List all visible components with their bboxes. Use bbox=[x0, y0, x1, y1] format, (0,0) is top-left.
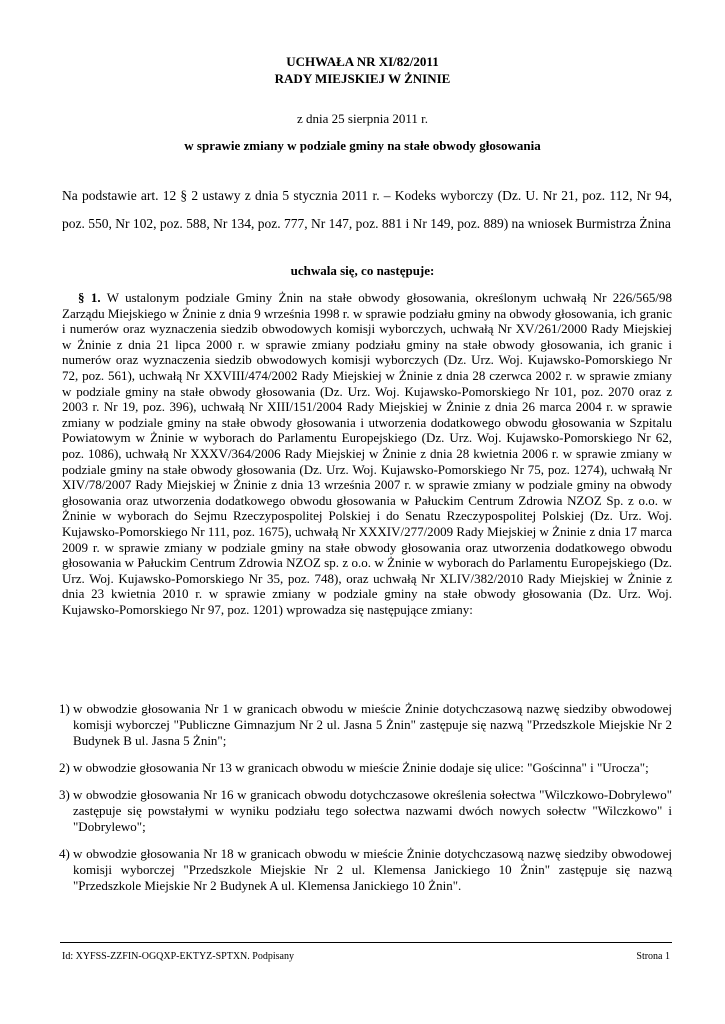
list-item-text: w obwodzie głosowania Nr 18 w granicach obwodu w mieście Żninie dotychczasową nazwę siedziby obwodowej komisji wyborczej "Przedszkole Miejskie Nr 2 ul. Klemensa Janickiego 10 Żnin" zastępuje się nazwą "Przedszkole Miejskie Nr 2 Budynek A ul. Klemensa Janickiego 10 Żnin". bbox=[73, 846, 672, 893]
footer-page-number: Strona 1 bbox=[636, 951, 670, 962]
amendment-list bbox=[59, 701, 672, 905]
resolves-heading: uchwala się, co następuje: bbox=[290, 263, 435, 278]
list-item-number: 2) bbox=[59, 760, 70, 775]
list-item bbox=[59, 787, 672, 835]
document-title bbox=[60, 53, 665, 87]
list-item-number: 4) bbox=[59, 846, 70, 861]
title-line-2: RADY MIEJSKIEJ W ŻNINIE bbox=[274, 71, 451, 86]
section-mark: § 1. bbox=[78, 290, 101, 305]
footer-document-id: Id: XYFSS-ZZFIN-OGQXP-EKTYZ-SPTXN. Podpisany bbox=[62, 951, 294, 962]
section-1 bbox=[62, 290, 672, 617]
footer-divider bbox=[60, 942, 672, 943]
document-subject: w sprawie zmiany w podziale gminy na stałe obwody głosowania bbox=[184, 138, 541, 153]
list-item-number: 1) bbox=[59, 701, 70, 716]
title-line-1: UCHWAŁA NR XI/82/2011 bbox=[286, 54, 439, 69]
section-1-text: W ustalonym podziale Gminy Żnin na stałe obwody głosowania, określonym uchwałą Nr 226/565/98 Zarządu Miejskiego w Żninie z dnia 9 września 1998 r. w sprawie podziału gminy na obwody głosowania, ich granic i numerów oraz wyznaczenia siedzib obwodowych komisji wyborczych, uchwałą Nr XV/261/2000 Rady Miejskiej w Żninie z dnia 21 lipca 2000 r. w sprawie zmiany podziału gminy na stałe obwody głosowania, ich granic i numerów oraz wyznaczenia siedzib obwodowych komisji wyborczych (Dz. Urz. Woj. Kujawsko-Pomorskiego Nr 72, poz. 561), uchwałą Nr XXVIII/474/2002 Rady Miejskiej w Żninie z dnia 28 czerwca 2002 r. w sprawie zmiany w podziale gminy na stałe obwody głosowania (Dz. Urz. Woj. Kujawsko-Pomorskiego Nr 101, poz. 2070 oraz z 2003 r. Nr 19, poz. 396), uchwałą Nr XIII/151/2004 Rady Miejskiej w Żninie z dnia 26 marca 2004 r. w sprawie zmiany w podziale gminy na stałe obwody głosowania i utworzenia dodatkowego obwodu głosowania w Szpitalu Powiatowym w Żninie w wyborach do Parlamentu Europejskiego (Dz. Urz. Woj. Kujawsko-Pomorskiego Nr 62, poz. 1086), uchwałą Nr XXXV/364/2006 Rady Miejskiej w Żninie z dnia 28 kwietnia 2006 r. w sprawie zmiany w podziale gminy na stałe obwody głosowania (Dz. Urz. Woj. Kujawsko-Pomorskiego Nr 75, poz. 1274), uchwałą Nr XIV/78/2007 Rady Miejskiej w Żninie z dnia 13 września 2007 r. w sprawie zmiany w podziale gminy na obwody głosowania oraz utworzenia dodatkowego obwodu głosowania w Pałuckim Centrum Zdrowia NZOZ Sp. z o.o. w Żninie w wyborach do Sejmu Rzeczypospolitej Polskiej i do Senatu Rzeczypospolitej Polskiej (Dz. Urz. Woj. Kujawsko-Pomorskiego Nr 111, poz. 1675), uchwałą Nr XXXIV/277/2009 Rady Miejskiej w Żninie z dnia 17 marca 2009 r. w sprawie zmiany w podziale gminy na stałe obwody głosowania oraz utworzenia dodatkowego obwodu głosowania w Pałuckim Centrum Zdrowia NZOZ sp. z o.o. w Żninie w wyborach do Parlamentu Europejskiego (Dz. Urz. Woj. Kujawsko-Pomorskiego Nr 35, poz. 748), oraz uchwałą Nr XLIV/382/2010 Rady Miejskiej w Żninie z dnia 23 kwietnia 2010 r. w sprawie zmiany w podziale gminy na stałe obwody głosowania (Dz. Urz. Woj. Kujawsko-Pomorskiego Nr 97, poz. 1201) wprowadza się następujące zmiany: bbox=[62, 290, 672, 617]
list-item-text: w obwodzie głosowania Nr 13 w granicach obwodu w mieście Żninie dodaje się ulice: "Gościnna" i "Urocza"; bbox=[73, 760, 649, 775]
list-item bbox=[59, 701, 672, 749]
list-item bbox=[59, 760, 672, 776]
list-item-number: 3) bbox=[59, 787, 70, 802]
document-date: z dnia 25 sierpnia 2011 r. bbox=[297, 111, 428, 126]
list-item-text: w obwodzie głosowania Nr 1 w granicach obwodu w mieście Żninie dotychczasową nazwę siedziby obwodowej komisji wyborczej "Publiczne Gimnazjum Nr 2 ul. Jasna 5 Żnin" zastępuje się nazwą "Przedszkole Miejskie Nr 2 Budynek B ul. Jasna 5 Żnin"; bbox=[73, 701, 672, 748]
legal-basis: Na podstawie art. 12 § 2 ustawy z dnia 5 stycznia 2011 r. – Kodeks wyborczy (Dz. U. Nr 21, poz. 112, Nr 94, poz. 550, Nr 102, poz. 588, Nr 134, poz. 777, Nr 147, poz. 881 i Nr 149, poz. 889) na wniosek Burmistrza Żnina bbox=[62, 188, 672, 231]
list-item-text: w obwodzie głosowania Nr 16 w granicach obwodu dotychczasowe określenia sołectwa "Wilczkowo-Dobrylewo" zastępuje się powstałymi w wyniku podziału tego sołectwa nazwami dwóch nowych sołectw "Wilczkowo" i "Dobrylewo"; bbox=[73, 787, 672, 834]
list-item bbox=[59, 846, 672, 894]
